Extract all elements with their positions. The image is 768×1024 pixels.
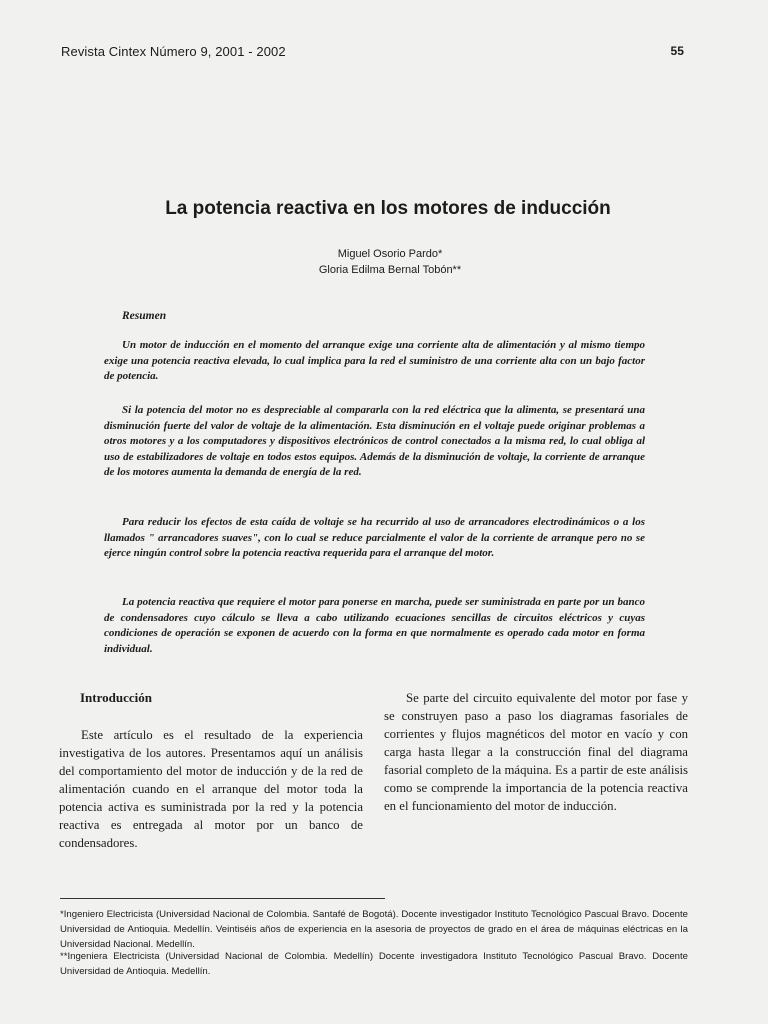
author-2: Gloria Edilma Bernal Tobón** bbox=[318, 264, 462, 276]
article-title: La potencia reactiva en los motores de inducción bbox=[165, 198, 611, 219]
author-list bbox=[0, 246, 768, 278]
footnote-1: *Ingeniero Electricista (Universidad Nacional de Colombia. Santafé de Bogotá). Docente investigador Instituto Tecnológico Pascual Bravo. Docente Universidad de Antioquia. Medellín. Veintiséis años de experiencia en la asesoria de proyectos de grado en el área de máquinas eléctricas en la Universidad Nacional. Medellín. bbox=[60, 909, 688, 950]
abstract-paragraph-1: Un motor de inducción en el momento del arranque exige una corriente alta de alimentación y al mismo tiempo exige una potencia reactiva elevada, lo cual implica para la red el suministro de una corriente alta con un bajo factor de potencia. bbox=[104, 339, 645, 383]
page-number: 55 bbox=[670, 44, 684, 58]
intro-right-column: Se parte del circuito equivalente del motor por fase y se construyen paso a paso los diagramas fasoriales de corrientes y flujos magnéticos del motor en vacío y con carga hasta llegar a la construcción final del diagrama fasorial completo de la máquina. Es a partir de este análisis como se comprende la importancia de la potencia reactiva en el funcionamiento del motor de inducción. bbox=[384, 691, 688, 813]
footnote-2: **Ingeniera Electricista (Universidad Nacional de Colombia. Medellín) Docente investigadora Instituto Tecnológico Pascual Bravo. Docente Universidad de Antioquia. Medellín. bbox=[60, 951, 688, 977]
section-heading-introduccion: Introducción bbox=[80, 690, 152, 705]
intro-left-column: Este artículo es el resultado de la experiencia investigativa de los autores. Presentamos aquí un análisis del comportamiento del motor de inducción y de la red de alimentación cuando en el arranque del motor toda la potencia activa es suministrada por la red y la potencia reactiva es entregada al motor por un banco de condensadores. bbox=[59, 728, 363, 850]
journal-name: Revista Cintex Número 9, 2001 - 2002 bbox=[61, 44, 286, 59]
abstract-paragraph-4: La potencia reactiva que requiere el motor para ponerse en marcha, puede ser suministrada en parte por un banco de condensadores cuyo cálculo se lleva a cabo utilizando ecuaciones sencillas de circuitos eléctricos y cuyas condiciones de operación se exponen de acuerdo con la forma en que normalmente es operado cada motor en forma individual. bbox=[104, 596, 645, 655]
running-header bbox=[61, 44, 684, 59]
abstract-paragraph-3: Para reducir los efectos de esta caída de voltaje se ha recurrido al uso de arrancadores electrodinámicos o a los llamados " arrancadores suaves", con lo cual se reduce parcialmente el valor de la corriente de arranque pero no se ejerce ningún control sobre la potencia reactiva requerida para el arranque del motor. bbox=[104, 516, 645, 560]
abstract-paragraph-2: Si la potencia del motor no es despreciable al compararla con la red eléctrica que la alimenta, se presentará una disminución fuerte del valor de voltaje de la alimentación. Esta disminución en el voltaje puede originar problemas a otros motores y a los computadores y dispositivos electrónicos de control conectados a la misma red, lo cual obliga al uso de estabilizadores de voltaje en todos estos equipos. Además de la disminución de voltaje, la corriente de arranque de los motores aumenta la demanda de energía de la red. bbox=[104, 404, 645, 479]
abstract-heading: Resumen bbox=[122, 310, 167, 322]
author-1: Miguel Osorio Pardo* bbox=[337, 248, 443, 260]
footnote-divider bbox=[60, 898, 385, 899]
